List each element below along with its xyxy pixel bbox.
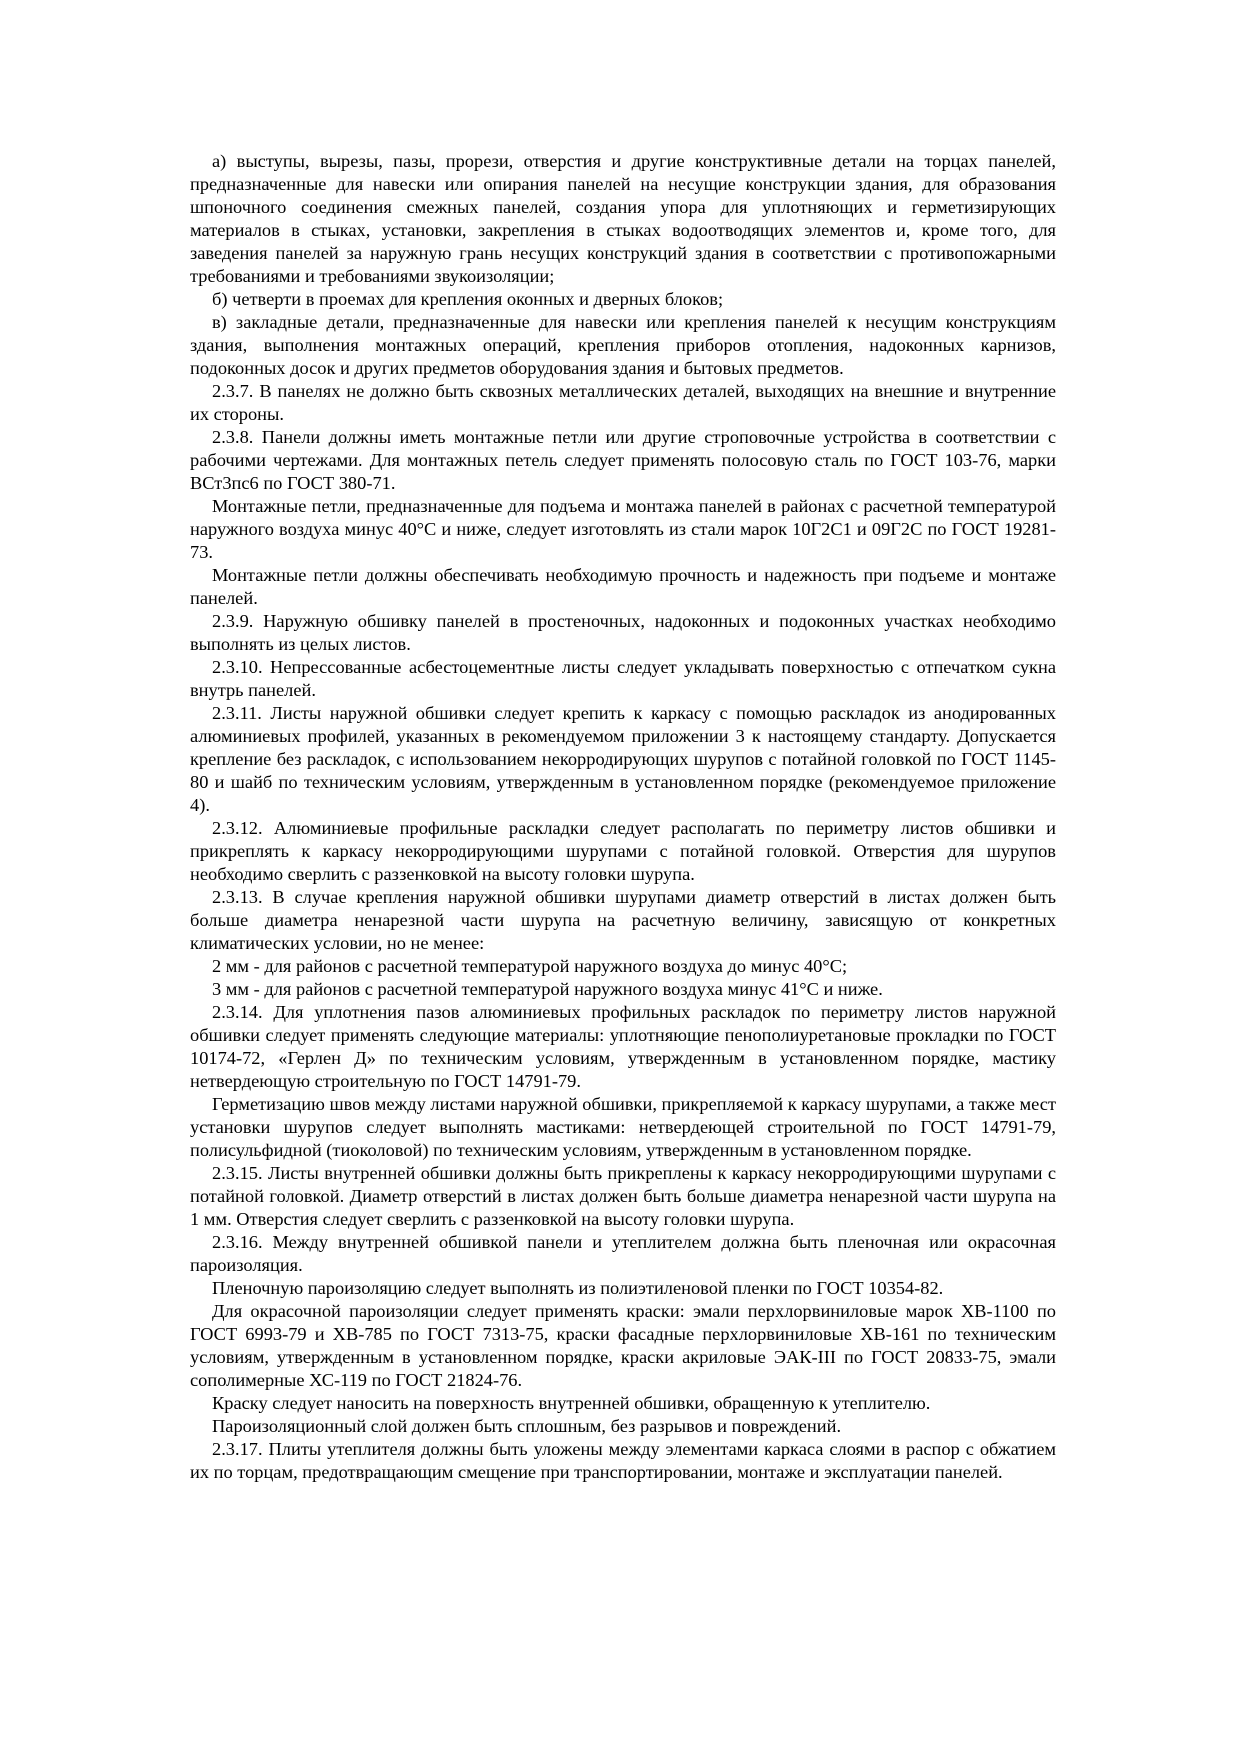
paragraph-2-3-17: 2.3.17. Плиты утеплителя должны быть уложены между элементами каркаса слоями в распор с обжатием их по торцам, предотвращающим смещение при транспортировании, монтаже и эксплуатации панелей. [190,1439,1056,1482]
paragraph-item-a: а) выступы, вырезы, пазы, прорези, отверстия и другие конструктивные детали на торцах панелей, предназначенные для навески или опирания панелей на несущие конструкции здания, для образования шпоночного соединения смежных панелей, создания упора для уплотняющих и герметизирующих материалов в стыках, установки, закрепления в стыках водоотводящих элементов и, кроме того, для заведения панелей за наружную грань несущих конструкций здания в соответствии с противопожарными требованиями и требованиями звукоизоляции; [190,151,1056,286]
paragraph-2-3-10: 2.3.10. Непрессованные асбестоцементные листы следует укладывать поверхностью с отпечатком сукна внутрь панелей. [190,657,1056,700]
paragraph-item-v: в) закладные детали, предназначенные для навески или крепления панелей к несущим конструкциям здания, выполнения монтажных операций, крепления приборов отопления, надоконных карнизов, подоконных досок и других предметов оборудования здания и бытовых предметов. [190,312,1056,378]
paragraph-vapor-layer-continuous: Пароизоляционный слой должен быть сплошным, без разрывов и повреждений. [212,1416,842,1436]
paragraph-3mm: 3 мм - для районов с расчетной температурой наружного воздуха минус 41°С и ниже. [212,979,883,999]
paragraph-paint-vapor-barrier: Для окрасочной пароизоляции следует применять краски: эмали перхлорвиниловые марок ХВ-1100 по ГОСТ 6993-79 и ХВ-785 по ГОСТ 7313-75, краски фасадные перхлорвиниловые ХВ-161 по техническим условиям, утвержденным в установленном порядке, краски акриловые ЭАК-III по ГОСТ 20833-75, эмали сополимерные ХС-119 по ГОСТ 21824-76. [190,1301,1056,1390]
paragraph-film-vapor-barrier: Пленочную пароизоляцию следует выполнять из полиэтиленовой пленки по ГОСТ 10354-82. [212,1278,944,1298]
paragraph-2-3-13: 2.3.13. В случае крепления наружной обшивки шурупами диаметр отверстий в листах должен быть больше диаметра ненарезной части шурупа на расчетную величину, зависящую от конкретных климатических условии, но не менее: [190,887,1056,953]
paragraph-2-3-9: 2.3.9. Наружную обшивку панелей в простеночных, надоконных и подоконных участках необходимо выполнять из целых листов. [190,611,1056,654]
paragraph-2-3-16: 2.3.16. Между внутренней обшивкой панели и утеплителем должна быть пленочная или окрасочная пароизоляция. [190,1232,1056,1275]
paragraph-paint-application: Краску следует наносить на поверхность внутренней обшивки, обращенную к утеплителю. [212,1393,931,1413]
paragraph-mounting-loops-strength: Монтажные петли должны обеспечивать необходимую прочность и надежность при подъеме и монтаже панелей. [190,565,1056,608]
paragraph-2-3-12: 2.3.12. Алюминиевые профильные раскладки следует располагать по периметру листов обшивки и прикреплять к каркасу некорродирующими шурупами с потайной головкой. Отверстия для шурупов необходимо сверлить с раззенковкой на высоту головки шурупа. [190,818,1056,884]
document-page [190,150,1056,1484]
paragraph-sealing-joints: Герметизацию швов между листами наружной обшивки, прикрепляемой к каркасу шурупами, а также мест установки шурупов следует выполнять мастиками: нетвердеющей строительной по ГОСТ 14791-79, полисульфидной (тиоколовой) по техническим условиям, утвержденным в установленном порядке. [190,1094,1056,1160]
paragraph-2-3-14: 2.3.14. Для уплотнения пазов алюминиевых профильных раскладок по периметру листов наружной обшивки следует применять следующие материалы: уплотняющие пенополиуретановые прокладки по ГОСТ 10174-72, «Герлен Д» по техническим условиям, утвержденным в установленном порядке, мастику нетвердеющую строительную по ГОСТ 14791-79. [190,1002,1056,1091]
paragraph-2-3-15: 2.3.15. Листы внутренней обшивки должны быть прикреплены к каркасу некорродирующими шурупами с потайной головкой. Диаметр отверстий в листах должен быть больше диаметра ненарезной части шурупа на 1 мм. Отверстия следует сверлить с раззенковкой на высоту головки шурупа. [190,1163,1056,1229]
paragraph-2-3-11: 2.3.11. Листы наружной обшивки следует крепить к каркасу с помощью раскладок из анодированных алюминиевых профилей, указанных в рекомендуемом приложении 3 к настоящему стандарту. Допускается крепление без раскладок, с использованием некорродирующих шурупов с потайной головкой по ГОСТ 1145-80 и шайб по техническим условиям, утвержденным в установленном порядке (рекомендуемое приложение 4). [190,703,1056,815]
paragraph-mounting-loops-steel: Монтажные петли, предназначенные для подъема и монтажа панелей в районах с расчетной температурой наружного воздуха минус 40°С и ниже, следует изготовлять из стали марок 10Г2С1 и 09Г2С по ГОСТ 19281-73. [190,496,1056,562]
paragraph-2mm: 2 мм - для районов с расчетной температурой наружного воздуха до минус 40°С; [212,956,848,976]
paragraph-2-3-7: 2.3.7. В панелях не должно быть сквозных металлических деталей, выходящих на внешние и внутренние их стороны. [190,381,1056,424]
paragraph-item-b: б) четверти в проемах для крепления оконных и дверных блоков; [212,289,724,309]
paragraph-2-3-8: 2.3.8. Панели должны иметь монтажные петли или другие строповочные устройства в соответствии с рабочими чертежами. Для монтажных петель следует применять полосовую сталь по ГОСТ 103-76, марки ВСт3пс6 по ГОСТ 380-71. [190,427,1056,493]
